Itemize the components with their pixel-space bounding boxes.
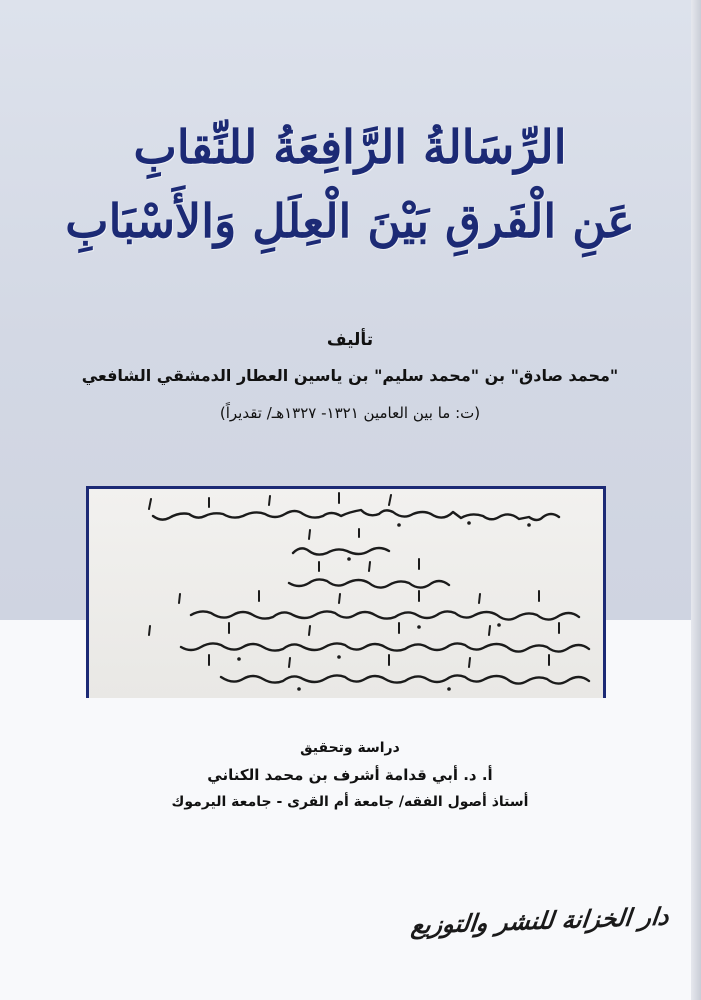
study-label: دراسة وتحقيق [300, 740, 400, 756]
cover-spine-edge [691, 0, 701, 1000]
editor-name: أ. د. أبي قدامة أشرف بن محمد الكناني [207, 766, 493, 784]
author-dates: (ت: ما بين العامين ١٣٢١- ١٣٢٧هـ/ تقديراً) [219, 404, 481, 422]
manuscript-image [86, 486, 606, 698]
publisher-logo [400, 880, 680, 960]
book-title-line2: عَنِ الْفَرقِ بَيْنَ الْعِلَلِ وَالأَسْبَابِ [65, 194, 635, 248]
manuscript-handwriting-graphic [89, 489, 603, 698]
editor-title: أستاذ أصول الفقه/ جامعة أم القرى - جامعة اليرموك [171, 794, 529, 810]
book-title-line1: الرِّسَالةُ الرَّافِعَةُ للنِّقابِ [133, 120, 567, 174]
author-name: "محمد صادق" بن "محمد سليم" بن ياسين العطار الدمشقي الشافعي [81, 366, 619, 385]
author-label: تأليف [326, 330, 374, 350]
publisher-name: دار الخزانة للنشر والتوزيع [409, 901, 671, 940]
